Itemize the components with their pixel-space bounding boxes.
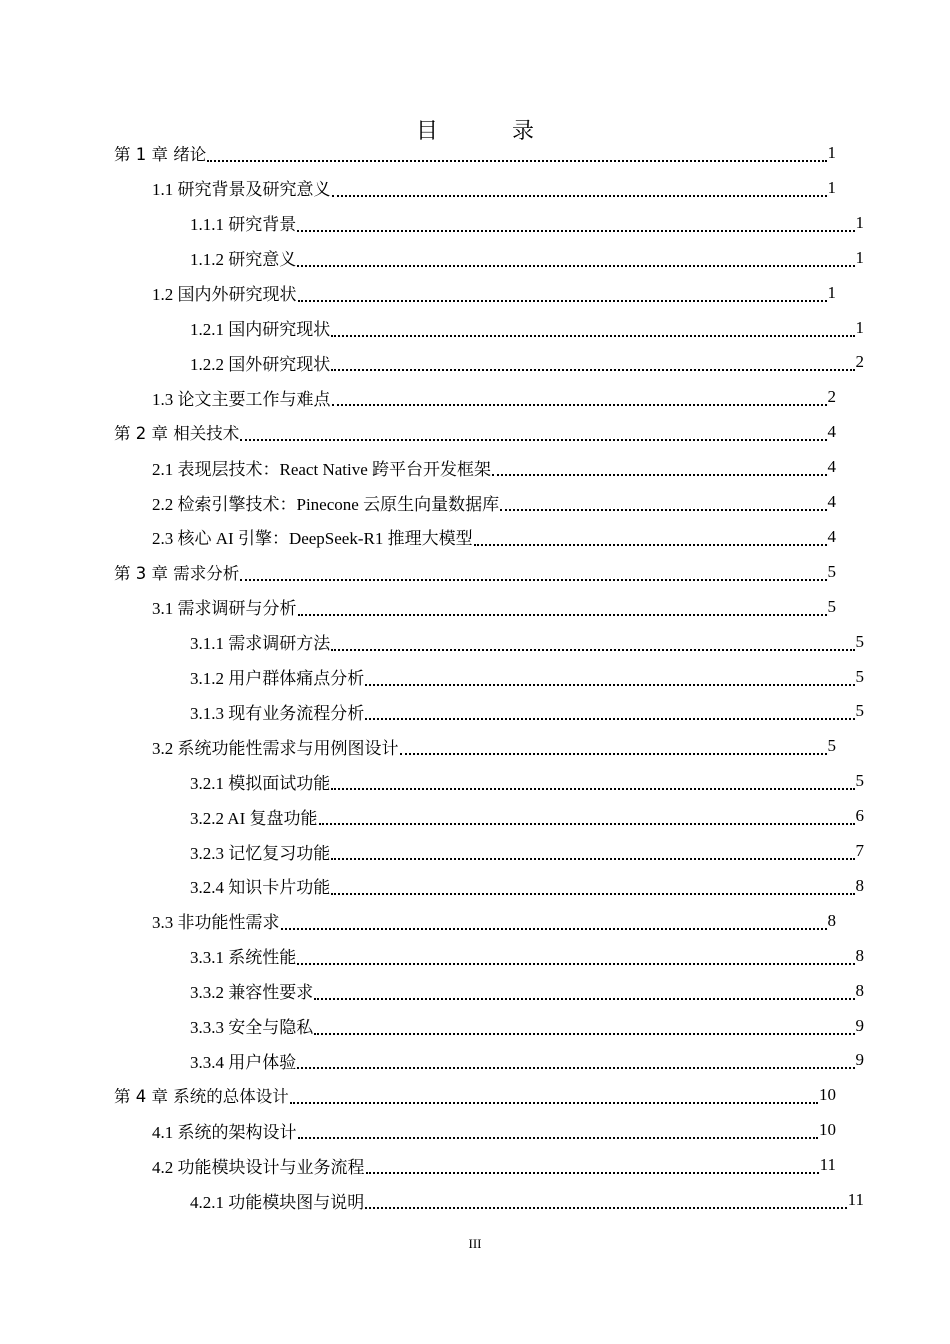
toc-entry[interactable] [190, 694, 864, 728]
toc-entry-page: 4 [827, 492, 836, 511]
dot-leader [365, 1203, 846, 1209]
toc-entry[interactable] [190, 939, 864, 973]
toc-entry-label: 3.1.2 用户群体痛点分析 [190, 669, 365, 688]
dot-leader [332, 400, 827, 406]
toc-entry[interactable] [152, 1113, 836, 1147]
toc-entry-page: 4 [827, 457, 836, 477]
toc-entry-label: 3.1.3 现有业务流程分析 [190, 703, 365, 723]
dot-leader [474, 540, 827, 546]
toc-entry-page: 1 [855, 247, 864, 267]
toc-entry[interactable] [152, 590, 836, 624]
toc-entry[interactable] [114, 415, 836, 449]
toc-entry[interactable] [190, 241, 864, 275]
toc-entry-label: 2.1 表现层技术：React Native 跨平台开发框架 [152, 459, 492, 479]
toc-entry[interactable] [152, 450, 836, 484]
toc-entry[interactable] [190, 345, 864, 379]
toc-entry[interactable] [190, 311, 864, 345]
toc-entry-page: 8 [855, 980, 864, 1000]
toc-entry-page: 1 [855, 317, 864, 337]
toc-entry-page: 1 [855, 212, 864, 232]
dot-leader [240, 435, 826, 441]
dot-leader [314, 994, 854, 1000]
toc-entry-label: 3.1 需求调研与分析 [152, 599, 297, 619]
dot-leader [240, 575, 826, 581]
toc-entry-label: 1.1.1 研究背景 [190, 215, 297, 235]
dot-leader [298, 296, 827, 302]
toc-entry-page: 8 [855, 945, 864, 965]
toc-entry-label: 1.1 研究背景及研究意义 [152, 180, 331, 200]
toc-entry-label: 1.2 国内外研究现状 [152, 285, 297, 305]
dot-leader [207, 156, 826, 162]
toc-entry-page: 1 [827, 177, 836, 197]
dot-leader [319, 819, 855, 825]
toc-entry[interactable] [152, 729, 836, 763]
dot-leader [331, 854, 854, 860]
toc-entry-label: 3.2 系统功能性需求与用例图设计 [152, 738, 399, 758]
dot-leader [500, 505, 826, 511]
toc-entry-page: 11 [847, 1190, 864, 1209]
toc-entry[interactable] [190, 869, 864, 903]
page-number: III [468, 1236, 482, 1251]
toc-entry-page: 5 [827, 561, 836, 581]
toc-entry-label: 1.2.1 国内研究现状 [190, 320, 331, 339]
dot-leader [332, 191, 827, 197]
toc-entry-label: 4.2 功能模块设计与业务流程 [152, 1157, 365, 1177]
toc-entry[interactable] [190, 1183, 864, 1217]
toc-entry[interactable] [190, 1009, 864, 1043]
toc-entry-page: 9 [855, 1015, 864, 1035]
toc-entry[interactable] [152, 904, 836, 938]
toc-entry-label: 第 2 章 相关技术 [114, 424, 240, 444]
toc-entry-label: 3.3.3 安全与隐私 [190, 1018, 314, 1037]
toc-entry-page: 2 [827, 387, 836, 407]
dot-leader [365, 714, 854, 720]
dot-leader [331, 889, 854, 895]
toc-entry-page: 5 [855, 701, 864, 721]
dot-leader [492, 470, 826, 476]
toc-title: 目 录 [415, 119, 560, 144]
toc-entry[interactable] [190, 834, 864, 868]
toc-entry-page: 6 [855, 806, 864, 826]
toc-entry-label: 4.2.1 功能模块图与说明 [190, 1192, 365, 1212]
toc-entry-page: 5 [855, 631, 864, 651]
toc-entry[interactable] [152, 171, 836, 205]
toc-entry-label: 3.2.1 模拟面试功能 [190, 773, 331, 793]
toc-entry[interactable] [190, 660, 864, 694]
toc-entry[interactable] [152, 380, 836, 414]
dot-leader [366, 1168, 819, 1174]
toc-entry-label: 3.3 非功能性需求 [152, 913, 280, 933]
toc-entry-page: 1 [827, 282, 836, 302]
toc-entry[interactable] [152, 1148, 836, 1182]
toc-entry[interactable] [190, 625, 864, 659]
dot-leader [365, 680, 854, 686]
toc-entry-label: 3.2.3 记忆复习功能 [190, 843, 331, 863]
toc-entry-label: 3.3.2 兼容性要求 [190, 983, 314, 1003]
toc-entry-label: 2.2 检索引擎技术：Pinecone 云原生向量数据库 [152, 494, 500, 514]
toc-entry-page: 7 [855, 841, 864, 860]
toc-entry-page: 5 [855, 666, 864, 686]
toc-entry-page: 1 [827, 143, 836, 162]
dot-leader [314, 1029, 854, 1035]
toc-entry-page: 10 [819, 1120, 836, 1140]
toc-entry-page: 4 [827, 422, 836, 442]
toc-entry-label: 1.1.2 研究意义 [190, 250, 297, 270]
toc-entry[interactable] [190, 206, 864, 240]
toc-entry[interactable] [190, 764, 864, 798]
toc-entry-label: 3.3.4 用户体验 [190, 1052, 297, 1072]
dot-leader [297, 959, 854, 965]
toc-entry-label: 3.2.4 知识卡片功能 [190, 878, 331, 898]
toc-entry[interactable] [152, 485, 836, 519]
toc-entry[interactable] [114, 136, 836, 170]
toc-entry-label: 4.1 系统的架构设计 [152, 1122, 297, 1142]
toc-entry-page: 5 [827, 736, 836, 756]
toc-entry[interactable] [190, 799, 864, 833]
dot-leader [298, 610, 827, 616]
dot-leader [290, 1098, 818, 1104]
toc-entry-label: 第 3 章 需求分析 [114, 563, 240, 583]
toc-entry-label: 3.3.1 系统性能 [190, 948, 297, 968]
toc-entry-label: 第 4 章 系统的总体设计 [114, 1087, 289, 1107]
toc-entry-page: 9 [855, 1050, 864, 1070]
toc-entry[interactable] [190, 974, 864, 1008]
toc-entry-label: 1.2.2 国外研究现状 [190, 354, 331, 374]
dot-leader [298, 1133, 819, 1139]
toc-entry-page: 8 [827, 910, 836, 930]
toc-entry-label: 第 1 章 绪论 [114, 145, 207, 164]
dot-leader [297, 226, 854, 232]
dot-leader [331, 784, 854, 790]
toc-entry[interactable] [152, 276, 836, 310]
dot-leader [331, 645, 854, 651]
toc-entry[interactable] [114, 1078, 836, 1112]
toc-entry-page: 4 [827, 526, 836, 546]
toc-entry-page: 8 [855, 875, 864, 895]
toc-entry-label: 2.3 核心 AI 引擎：DeepSeek-R1 推理大模型 [152, 529, 473, 549]
toc-entry-page: 10 [819, 1085, 836, 1105]
toc-entry-page: 11 [819, 1155, 836, 1175]
toc-entry-label: 3.1.1 需求调研方法 [190, 634, 331, 654]
dot-leader [297, 1063, 854, 1069]
toc-entry-label: 1.3 论文主要工作与难点 [152, 389, 331, 409]
dot-leader [281, 924, 827, 930]
toc-entry-page: 5 [827, 596, 836, 616]
toc-entry-label: 3.2.2 AI 复盘功能 [190, 808, 318, 828]
toc-entry-page: 5 [855, 771, 864, 791]
dot-leader [331, 365, 854, 371]
toc-entry-page: 2 [855, 352, 864, 372]
toc-entry[interactable] [190, 1043, 864, 1077]
toc-entry[interactable] [152, 520, 836, 554]
toc-entry[interactable] [114, 555, 836, 589]
dot-leader [400, 749, 827, 755]
dot-leader [331, 331, 854, 337]
dot-leader [297, 261, 854, 267]
